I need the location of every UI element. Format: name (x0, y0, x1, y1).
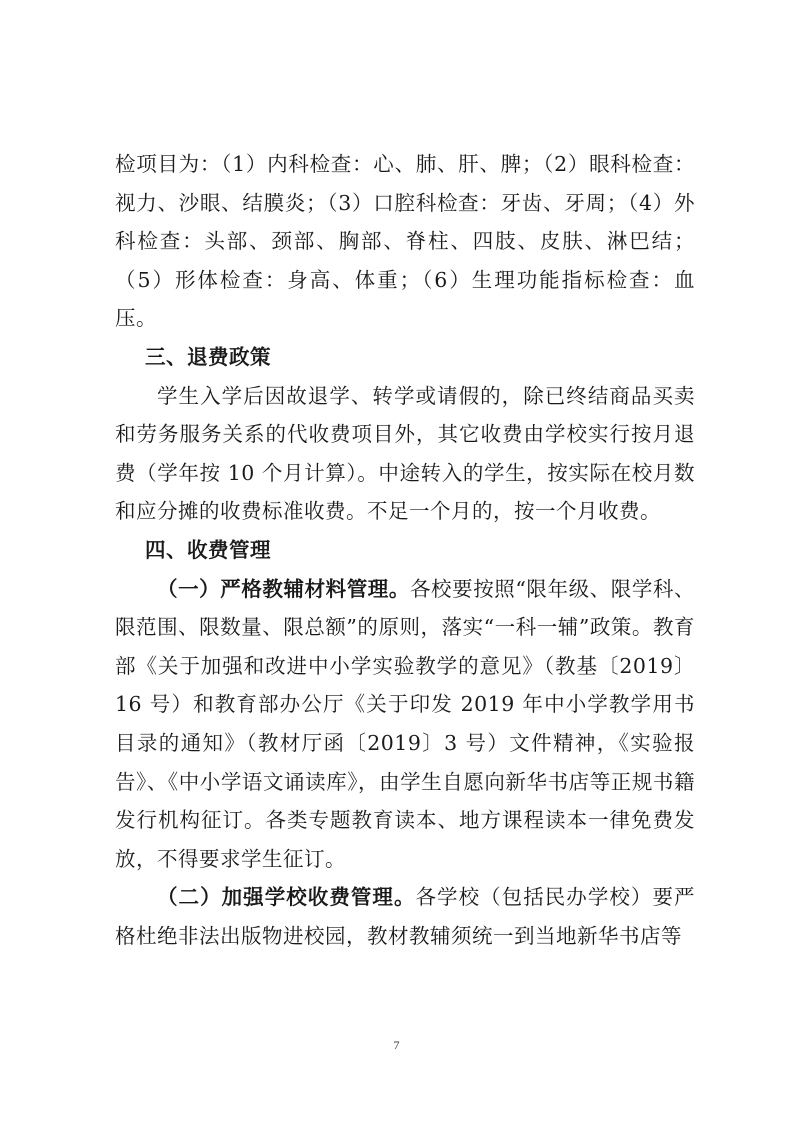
refund-policy-paragraph (115, 377, 695, 531)
section-heading-fee-management: 四、收费管理 (145, 537, 271, 562)
document-body (115, 145, 695, 955)
paragraph-text: 学生入学后因故退学、转学或请假的，除已终结商品买卖和劳务服务关系的代收费项目外，其它收费由学校实行按月退费（学年按 10 个月计算）。中途转入的学生，按实际在校月数和应分摊的收费标准收费。不足一个月的，按一个月收费。 (115, 383, 695, 524)
paragraph-lead: （二）加强学校收费管理。 (157, 885, 416, 910)
section-heading-refund-policy: 三、退费政策 (145, 344, 271, 369)
paragraph-lead: （一）严格教辅材料管理。 (157, 576, 410, 601)
paragraph-text: 检项目为：（1）内科检查：心、肺、肝、脾；（2）眼科检查：视力、沙眼、结膜炎；（3）口腔科检查：牙齿、牙周；（4）外科检查：头部、颈部、胸部、脊柱、四肢、皮肤、淋巴结；（5）形体检查：身高、体重；（6）生理功能指标检查：血压。 (115, 152, 695, 331)
page-number: 7 (393, 1038, 400, 1052)
teaching-materials-paragraph (115, 570, 695, 879)
paragraph-text: 各学校（包括民办学校）要严格杜绝非法出版物进校园，教材教辅须统一到当地新华书店等 (115, 885, 695, 948)
school-fee-paragraph (115, 878, 695, 955)
paragraph-text: 各校要按照“限年级、限学科、限范围、限数量、限总额”的原则，落实“一科一辅”政策。教育部《关于加强和改进中小学实验教学的意见》（教基〔2019〕16 号）和教育部办公厅《关于印发 2019 年中小学教学用书目录的通知》（教材厅函〔2019〕3 号）文件精神，《实验报告》、《中小学语文诵读库》，由学生自愿向新华书店等正规书籍发行机构征订。各类专题教育读本、地方课程读本一律免费发放，不得要求学生征订。 (115, 576, 695, 871)
exam-items-paragraph (115, 145, 695, 338)
